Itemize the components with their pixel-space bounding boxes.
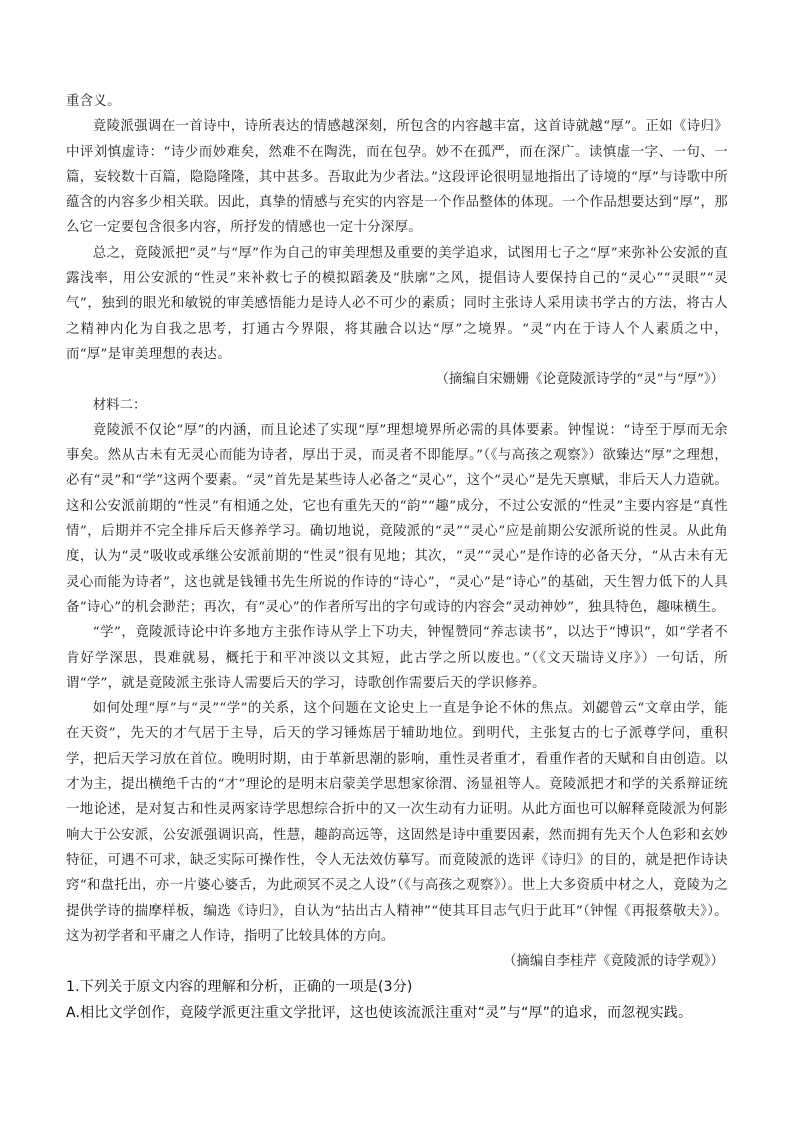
paragraph-summary: 总之，竟陵派把“灵”与“厚”作为自己的审美理想及重要的美学追求，试图用七子之“厚”来弥补公安派的直露浅率，用公安派的“性灵”来补救七子的模拟蹈袭及“肤廓”之风，提倡诗人要保持自己的“灵心”“灵眼”“灵气”，独到的眼光和敏锐的审美感悟能力是诗人必不可少的素质；同时主张诗人采用读书学古的方法，将古人之精神内化为自我之思考，打通古今界限，将其融合以达“厚”之境界。“灵”内在于诗人个人素质之中，而“厚”是审美理想的表达。 — [66, 245, 728, 362]
paragraph-hou-content: 竟陵派强调在一首诗中，诗所表达的情感越深刻，所包含的内容越丰富，这首诗就越“厚”。正如《诗归》中评刘慎虚诗：“诗少而妙难矣，然难不在陶洗，而在包孕。妙不在孤严，而在深广。读慎虚一字、一句、一篇，妄较数十百篇，隐隐隆隆，其中甚多。吾取此为少者法。”这段评论很明显地指出了诗境的“厚”与诗歌中所蕴含的内容多少相关联。因此，真挚的情感与充实的内容是一个作品整体的体现。一个作品想要达到“厚”，那么它一定要包含很多内容，所抒发的情感也一定十分深厚。 — [66, 119, 728, 236]
source-citation-1: （摘编自宋姗姗《论竟陵派诗学的“灵”与“厚”》） — [435, 372, 724, 388]
question-option-a: A.相比文学创作，竟陵学派更注重文学批评，这也使该流派注重对“灵”与“厚”的追求，而忽视实践。 — [66, 1005, 693, 1022]
paragraph-relationship: 如何处理“厚”与“灵”“学”的关系，这个问题在文论史上一直是争论不休的焦点。刘勰曾云“文章由学，能在天资”，先天的才气居于主导，后天的学习锤炼居于辅助地位。到明代，主张复古的七子派尊学问，重积学，把后天学习放在首位。晚明时期，由于革新思潮的影响，重性灵者重才，看重作者的天赋和自由创造。以才为主，提出横绝千古的“才”理论的是明末启蒙美学思想家徐渭、汤显祖等人。竟陵派把才和学的关系辩证统一地论述，是对复古和性灵两家诗学思想综合折中的又一次生动有力证明。从此方面也可以解释竟陵派为何影响大于公安派，公安派强调识高，性慧，趣韵高远等，这固然是诗中重要因素，然而拥有先天个人色彩和玄妙特征，可遇不可求，缺乏实际可操作性，令人无法效仿摹写。而竟陵派的选评《诗归》的目的，就是把作诗诀窍“和盘托出，亦一片婆心婆舌，为此顽冥不灵之人设”（《与高孩之观察》）。世上大多资质中材之人，竟陵为之提供学诗的揣摩样板，编选《诗归》，自认为“拈出古人精神”“使其耳目志气归于此耳”（钟惺《再报蔡敬夫》）。这为初学者和平庸之人作诗，指明了比较具体的方向。 — [66, 701, 728, 944]
question-stem: 1.下列关于原文内容的理解和分析，正确的一项是(3分) — [66, 979, 413, 996]
paragraph-ling-xue-elements: 竟陵派不仅论“厚”的内涵，而且论述了实现“厚”理想境界所必需的具体要素。钟惺说：“诗至于厚而无余事矣。然从古未有无灵心而能为诗者，厚出于灵，而灵者不即能厚。”（《与高孩之观察》）欲臻达“厚”之理想，必有“灵”和“学”这两个要素。“灵”首先是某些诗人必备之“灵心”，这个“灵心”是先天禀赋，非后天人力造就。这和公安派前期的“性灵”有相通之处，它也有重先天的“韵”“趣”成分，不过公安派的“性灵”主要内容是“真性情”，后期并不完全排斥后天修养学习。确切地说，竟陵派的“灵”“灵心”应是前期公安派所说的性灵。从此角度，认为“灵”吸收或承继公安派前期的“性灵”很有见地；其次，“灵”“灵心”是作诗的必备天分，“从古未有无灵心而能为诗者”，这也就是钱锺书先生所说的作诗的“诗心”，“灵心”是“诗心”的基础，天生智力低下的人具备“诗心”的机会渺茫；再次，有“灵心”的作者所写出的字句或诗的内容会“灵动神妙”，独具特色，趣味横生。 — [66, 422, 728, 615]
source-citation-2: （摘编自李桂芹《竟陵派的诗学观》） — [503, 954, 724, 970]
paragraph-xue: “学”，竟陵派诗论中许多地方主张作诗从学上下功夫，钟惺赞同“养志读书”，以达于“博识”，如“学者不肯好学深思，畏难就易，概托于和平冲淡以文其短，此古学之所以废也。”（《文天瑞诗义序》）一句话，所谓“学”，就是竟陵派主张诗人需要后天的学习，诗歌创作需要后天的学识修养。 — [66, 625, 728, 691]
paragraph-continuation: 重含义。 — [66, 94, 121, 109]
material-2-label: 材料二： — [92, 397, 147, 413]
